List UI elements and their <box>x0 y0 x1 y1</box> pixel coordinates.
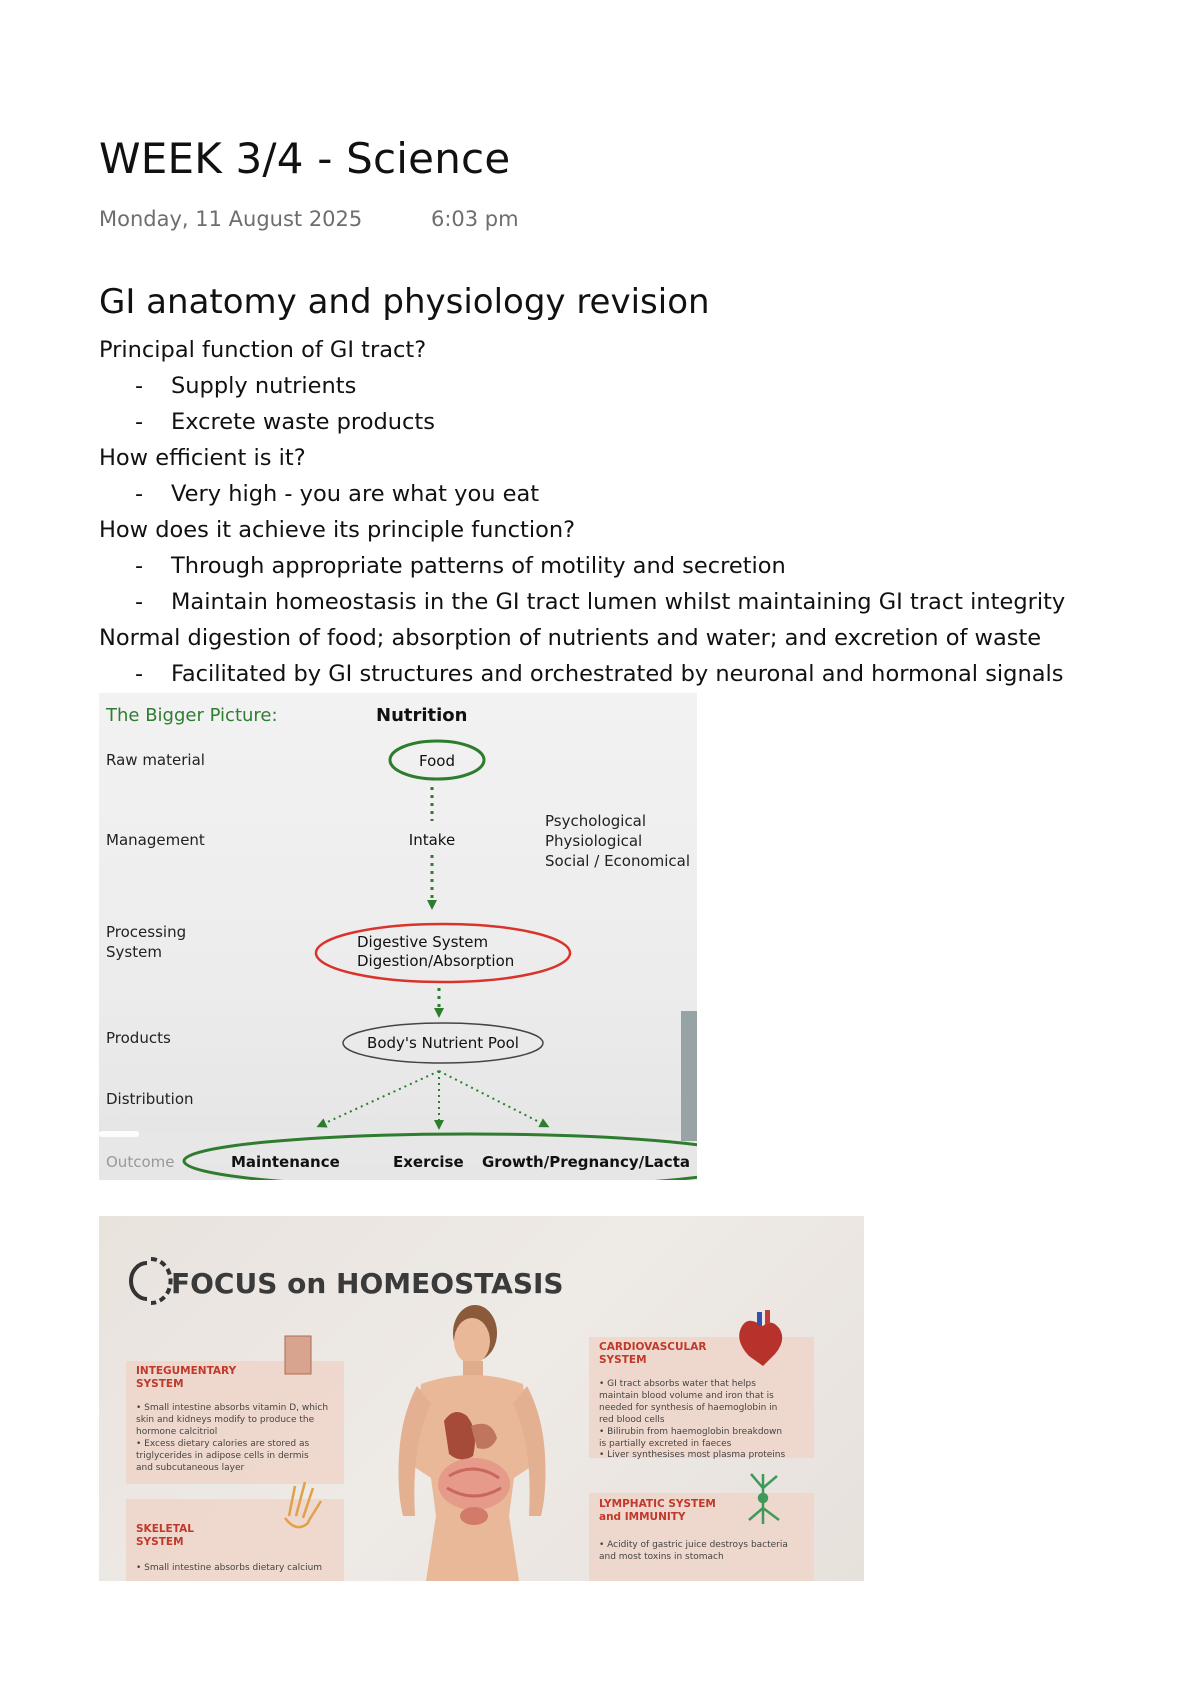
row-label-products: Products <box>106 1029 171 1047</box>
outcome-growth: Growth/Pregnancy/Lacta <box>482 1153 690 1171</box>
intake-node-label: Intake <box>408 831 456 849</box>
integumentary-text-3: hormone calcitriol <box>136 1427 218 1437</box>
bullet-dash: - <box>135 481 144 507</box>
integumentary-text-1: • Small intestine absorbs vitamin D, which <box>136 1403 329 1413</box>
note-line: Principal function of GI tract? <box>99 337 427 363</box>
diagram-subheading: Nutrition <box>376 705 468 726</box>
digestive-node-label-2: Digestion/Absorption <box>357 952 515 970</box>
integumentary-title: INTEGUMENTARY <box>136 1365 237 1377</box>
skeletal-title-2: SYSTEM <box>136 1536 184 1548</box>
outcome-maintenance: Maintenance <box>231 1153 340 1171</box>
food-node-label: Food <box>419 752 455 770</box>
integumentary-text-4: • Excess dietary calories are stored as <box>136 1439 310 1449</box>
bullet-text: Excrete waste products <box>171 409 435 435</box>
row-label-management: Management <box>106 831 205 849</box>
bullet-text: Very high - you are what you eat <box>171 481 540 507</box>
notes-outline <box>99 332 1065 692</box>
bullet-dash: - <box>135 373 144 399</box>
homeostasis-figure <box>99 1216 864 1581</box>
integumentary-text-6: and subcutaneous layer <box>136 1463 245 1473</box>
row-label-processing: Processing <box>106 923 187 941</box>
skeletal-text-1: • Small intestine absorbs dietary calcium <box>136 1563 323 1573</box>
nutrition-diagram <box>99 693 697 1180</box>
human-body-illustration <box>399 1305 546 1581</box>
digestive-node-label-1: Digestive System <box>357 933 489 951</box>
factor-2: Physiological <box>545 832 643 850</box>
page-date: Monday, 11 August 2025 <box>99 207 363 231</box>
bullet-text: Supply nutrients <box>171 373 357 399</box>
homeostasis-title: FOCUS on HOMEOSTASIS <box>171 1267 564 1300</box>
bullet-text: Through appropriate patterns of motility and secretion <box>171 553 786 579</box>
skeletal-title: SKELETAL <box>136 1523 194 1535</box>
section-title: GI anatomy and physiology revision <box>99 282 710 322</box>
integumentary-text-5: triglycerides in adipose cells in dermis <box>136 1451 309 1461</box>
row-label-processing-2: System <box>106 943 162 961</box>
cardiovascular-text-7: • Liver synthesises most plasma proteins <box>599 1450 786 1460</box>
note-bullet <box>99 368 1065 404</box>
page-title: WEEK 3/4 - Science <box>99 134 511 183</box>
note-line: How efficient is it? <box>99 445 306 471</box>
cardiovascular-title-2: SYSTEM <box>599 1354 647 1366</box>
cardiovascular-text-1: • GI tract absorbs water that helps <box>599 1379 756 1389</box>
integumentary-text-2: skin and kidneys modify to produce the <box>136 1415 315 1425</box>
cardiovascular-title: CARDIOVASCULAR <box>599 1341 707 1353</box>
skin-icon <box>285 1336 311 1374</box>
row-label-raw: Raw material <box>106 751 205 769</box>
note-bullet <box>99 656 1065 692</box>
note-bullet <box>99 548 1065 584</box>
diagram-heading: The Bigger Picture: <box>106 705 278 726</box>
bullet-dash: - <box>135 409 144 435</box>
note-bullet <box>99 404 1065 440</box>
factor-1: Psychological <box>545 812 647 830</box>
homeostasis-figure-image <box>99 1216 864 1581</box>
cardiovascular-text-2: maintain blood volume and iron that is <box>599 1391 774 1401</box>
note-bullet <box>99 584 1065 620</box>
note-line: Normal digestion of food; absorption of nutrients and water; and excretion of waste <box>99 625 1042 651</box>
arrow-pool-growth <box>439 1071 545 1125</box>
side-strip <box>681 1011 697 1141</box>
nutrition-diagram-image <box>99 693 697 1180</box>
lymphatic-title-2: and IMMUNITY <box>599 1511 686 1523</box>
bullet-dash: - <box>135 553 144 579</box>
outcome-exercise: Exercise <box>393 1153 464 1171</box>
page-meta <box>99 207 519 231</box>
video-progress-bar <box>99 1131 139 1137</box>
bullet-text: Maintain homeostasis in the GI tract lumen whilst maintaining GI tract integrity <box>171 589 1066 615</box>
lymphatic-title: LYMPHATIC SYSTEM <box>599 1498 716 1510</box>
cardiovascular-text-4: red blood cells <box>599 1415 665 1425</box>
row-label-distribution: Distribution <box>106 1090 194 1108</box>
cardiovascular-text-6: is partially excreted in faeces <box>599 1439 732 1449</box>
bullet-text: Facilitated by GI structures and orchestrated by neuronal and hormonal signals <box>171 661 1064 687</box>
pool-node-label: Body's Nutrient Pool <box>367 1034 519 1052</box>
lymphatic-text-2: and most toxins in stomach <box>599 1552 724 1562</box>
cardiovascular-text-5: • Bilirubin from haemoglobin breakdown <box>599 1427 783 1437</box>
arrow-pool-maintenance <box>321 1071 439 1125</box>
bullet-dash: - <box>135 589 144 615</box>
cycle-icon <box>131 1259 171 1303</box>
cardiovascular-text-3: needed for synthesis of haemoglobin in <box>599 1403 778 1413</box>
note-bullet <box>99 476 1065 512</box>
lymphatic-text-1: • Acidity of gastric juice destroys bacteria <box>599 1540 788 1550</box>
page-time: 6:03 pm <box>430 207 519 231</box>
integumentary-title-2: SYSTEM <box>136 1378 184 1390</box>
note-line: How does it achieve its principle function? <box>99 517 576 543</box>
bullet-dash: - <box>135 661 144 687</box>
factor-3: Social / Economical <box>545 852 691 870</box>
